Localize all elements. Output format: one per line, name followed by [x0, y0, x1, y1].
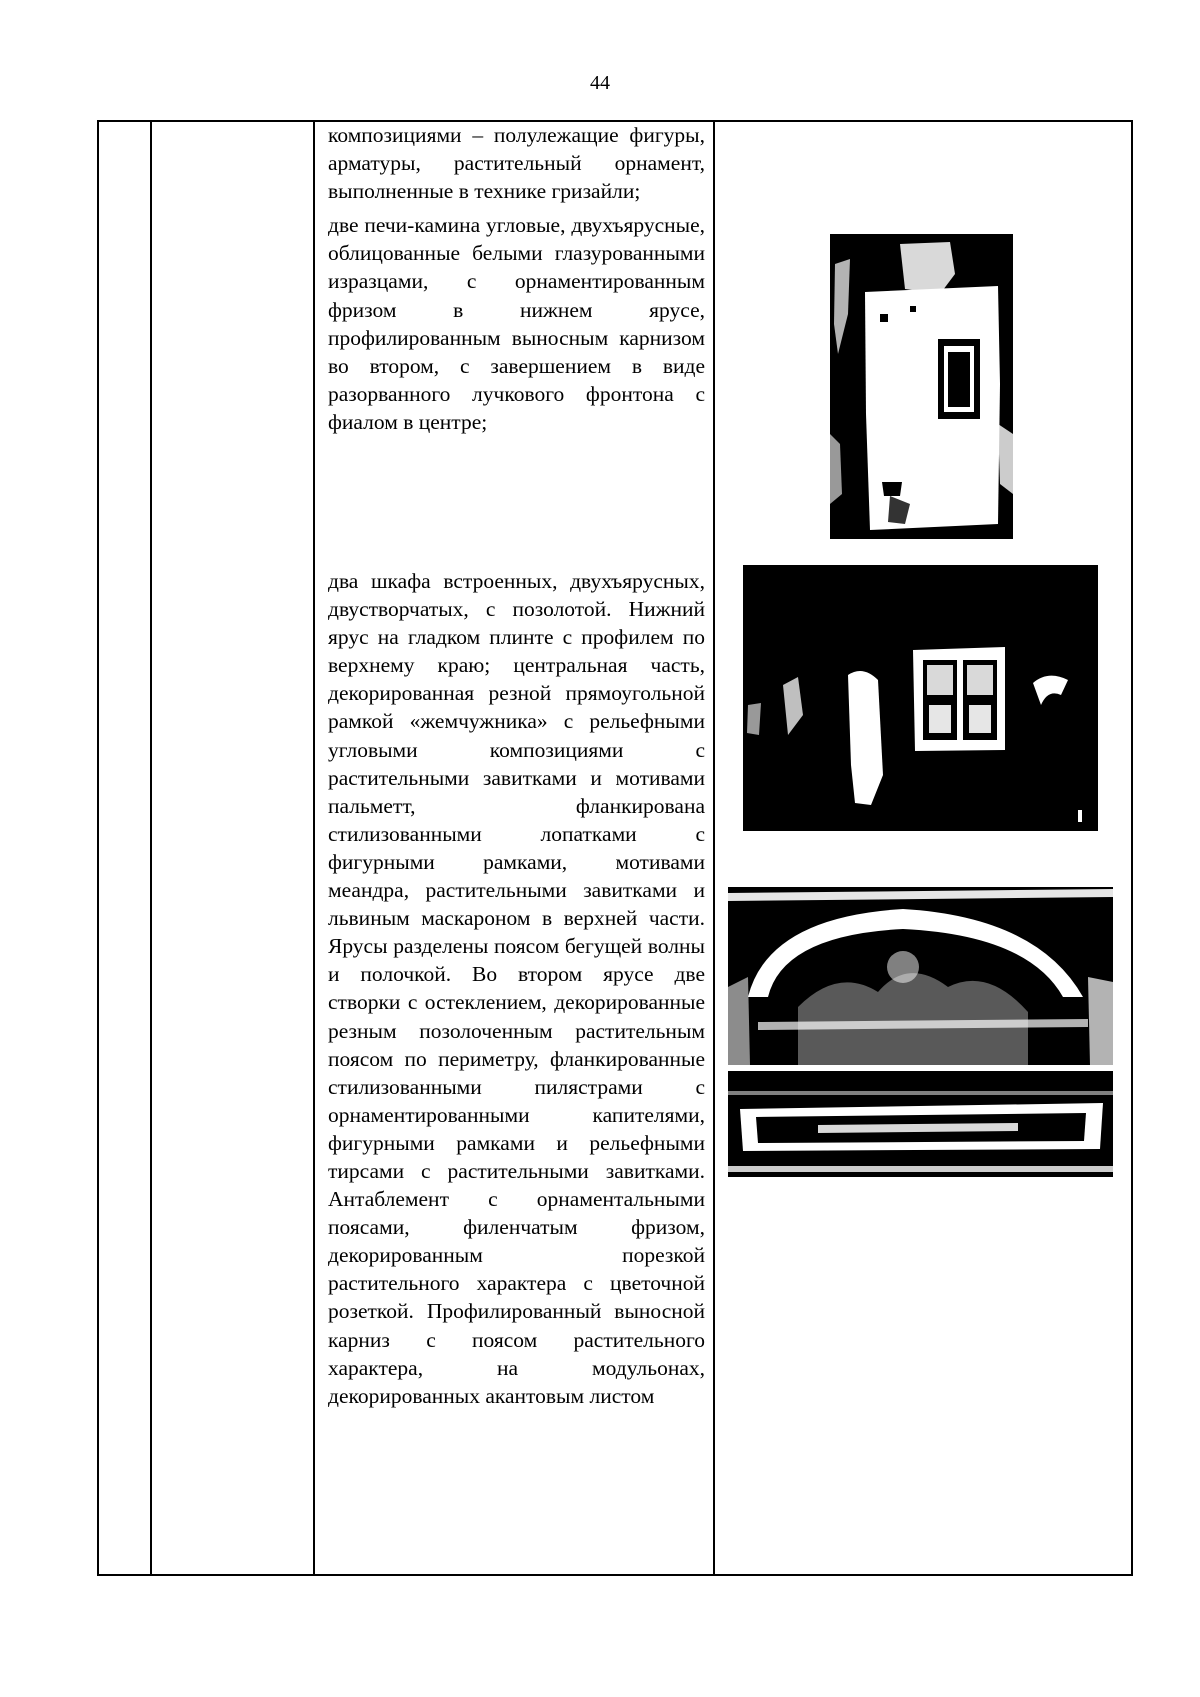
- stove-fireplace-image: [830, 234, 1013, 539]
- paragraph: две печи-камина угловые, двухъярусные, облицованные белыми глазурованными изразцами, с орнаментированным фризом в нижнем ярусе, профилированным выносным карнизом во втором, с завершением в виде разорванного лучкового фронтона с фиалом в центре;: [328, 213, 705, 434]
- cornice-frieze-image: [728, 1071, 1113, 1177]
- description-text-1: [328, 121, 705, 436]
- paragraph: два шкафа встроенных, двухъярусных, двустворчатых, с позолотой. Нижний ярус на гладком плинте с профилем по верхнему краю; центральная часть, декорированная резной прямоугольной рамкой «жемчужника» с рельефными угловыми композициями с растительными завитками и мотивами пальметт, фланкирована стилизованными лопатками с фигурными рамками, мотивами меандра, растительными завитками и львиным маскароном в верхней части. Ярусы разделены поясом бегущей волны и полочкой. Во втором ярусе две створки с остеклением, декорированные резным позолоченным растительным поясом по периметру, фланкированные стилизованными пилястрами с орнаментированными капителями, фигурными рамками и рельефными тирсами с растительными завитками. Антаблемент с орнаментальными поясами, филенчатым фризом, декорированным порезкой растительного характера с цветочной розеткой. Профилированный выносной карниз с поясом растительного характера, на модульонах, декорированных акантовым листом: [328, 569, 705, 1408]
- cornice-frieze-photo: [728, 1071, 1113, 1177]
- cornice-detail-photo: [728, 887, 1113, 1065]
- description-text-2: [328, 567, 705, 1410]
- cabinet-photo: [743, 565, 1098, 831]
- page-number: 44: [590, 72, 610, 94]
- column-divider: [150, 122, 152, 1574]
- column-divider: [713, 122, 715, 1574]
- paragraph: композициями – полулежащие фигуры, арматуры, растительный орнамент, выполненные в технике гризайли;: [328, 123, 705, 204]
- stove-fireplace-photo: [830, 234, 1013, 539]
- cornice-detail-image: [728, 887, 1113, 1065]
- column-divider: [313, 122, 315, 1574]
- cabinet-image: [743, 565, 1098, 831]
